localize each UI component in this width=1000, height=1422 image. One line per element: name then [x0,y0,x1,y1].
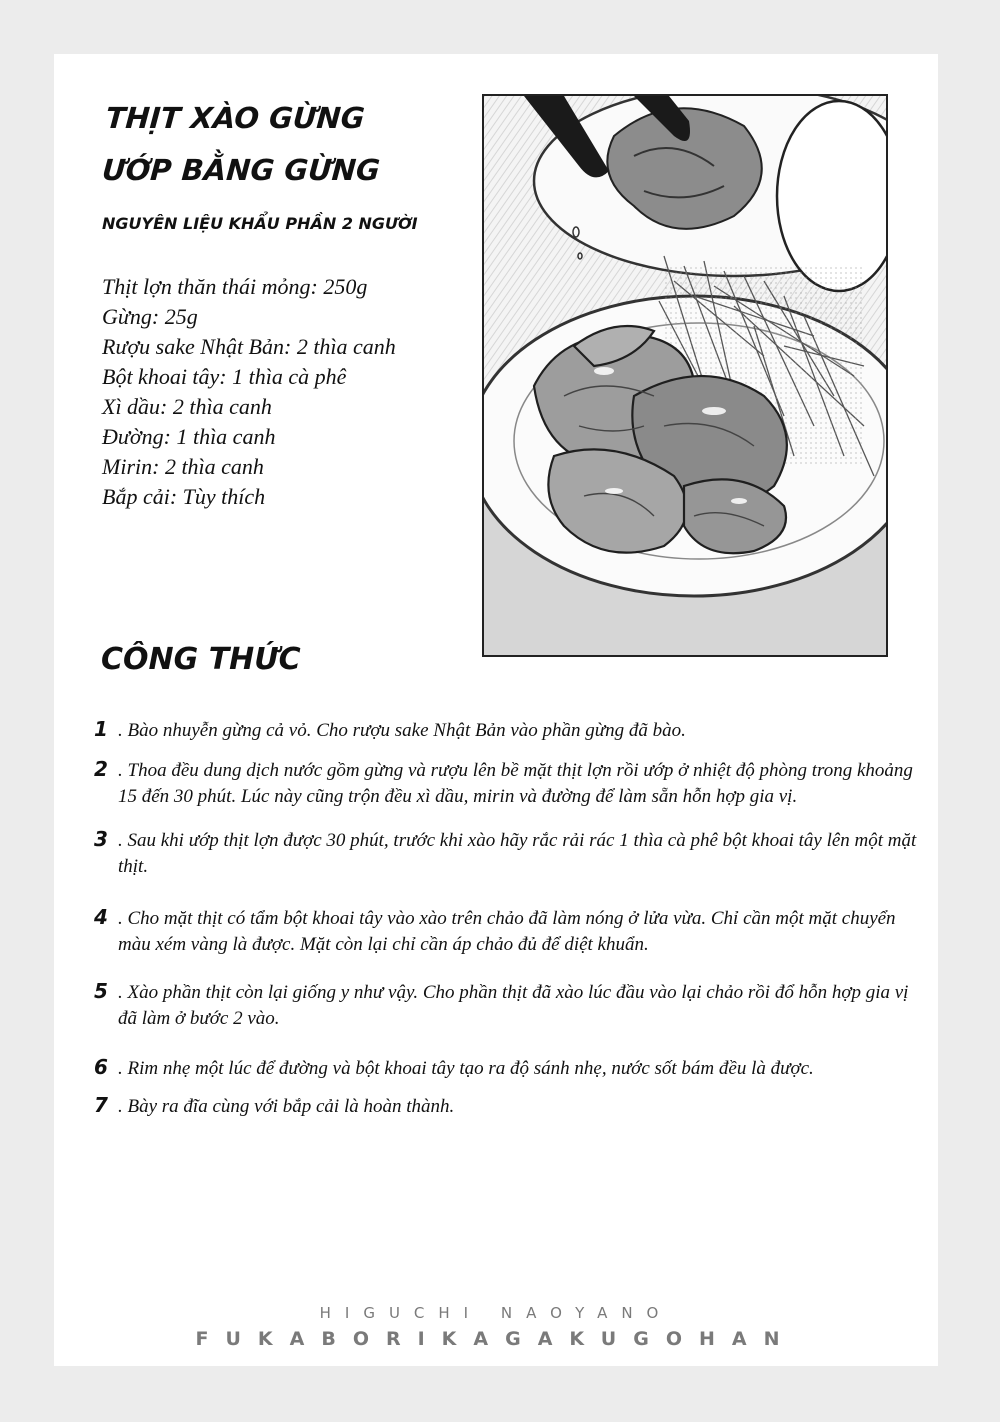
step-number: 3 [94,827,108,851]
step-text: . Thoa đều dung dịch nước gồm gừng và rượu lên bề mặt thịt lợn rồi ướp ở nhiệt độ phòng trong khoảng 15 đến 30 phút. Lúc này cũng trộn đều xì dầu, mirin và đường để làm sẵn hỗn hợp gia vị. [118,760,913,807]
step-text: . Rim nhẹ một lúc để đường và bột khoai tây tạo ra độ sánh nhẹ, nước sốt bám đều là được. [118,1058,814,1079]
ingredient-item: Mirin: 2 thìa canh [102,454,264,479]
ingredient-item: Bắp cải: Tùy thích [102,484,266,509]
method-step [94,1056,924,1082]
ginger-pork-drawing [484,96,886,655]
step-text: . Bày ra đĩa cùng với bắp cải là hoàn thành. [118,1096,455,1117]
ingredient-item: Bột khoai tây: 1 thìa cà phê [102,364,347,389]
step-number: 7 [94,1093,108,1117]
ingredient-item: Gừng: 25g [102,304,198,329]
ingredient-item: Đường: 1 thìa canh [102,424,276,449]
dish-illustration [482,94,888,657]
ingredient-item: Rượu sake Nhật Bản: 2 thìa canh [102,334,396,359]
ingredient-item: Thịt lợn thăn thái mỏng: 250g [102,274,368,299]
ingredients-list [102,272,396,512]
step-number: 4 [94,905,108,929]
method-step [94,1094,924,1120]
method-step [94,906,924,958]
step-number: 1 [94,717,108,741]
step-text: . Xào phần thịt còn lại giống y như vậy. Cho phần thịt đã xào lúc đầu vào lại chảo rồi đổ hỗn hợp gia vị đã làm ở bước 2 vào. [118,982,909,1029]
step-text: . Bào nhuyễn gừng cả vỏ. Cho rượu sake Nhật Bản vào phần gừng đã bào. [118,720,686,741]
footer-series: FUKABORIKAGAKUGOHAN [195,1328,797,1350]
step-text: . Cho mặt thịt có tẩm bột khoai tây vào xào trên chảo đã làm nóng ở lửa vừa. Chỉ cần một mặt chuyển màu xém vàng là được. Mặt còn lại chỉ cần áp chảo đủ để diệt khuẩn. [118,908,896,955]
recipe-title [100,92,385,196]
step-number: 2 [94,757,108,781]
method-step [94,758,924,810]
recipe-title-line2: ƯỚP BẰNG GỪNG [100,153,382,187]
ingredients-heading: NGUYÊN LIỆU KHẨU PHẦN 2 NGƯỜI [102,214,418,233]
method-step [94,980,924,1032]
method-heading: CÔNG THỨC [101,642,301,677]
ingredient-item: Xì dầu: 2 thìa canh [102,394,272,419]
step-number: 5 [94,979,108,1003]
recipe-page [54,54,938,1366]
method-step [94,718,924,744]
footer-author: HIGUCHI NAOYANO [319,1304,673,1322]
recipe-title-line1: THỊT XÀO GỪNG [104,101,366,135]
step-number: 6 [94,1055,108,1079]
method-step [94,828,924,880]
step-text: . Sau khi ướp thịt lợn được 30 phút, trước khi xào hãy rắc rải rác 1 thìa cà phê bột khoai tây lên một mặt thịt. [118,830,917,877]
